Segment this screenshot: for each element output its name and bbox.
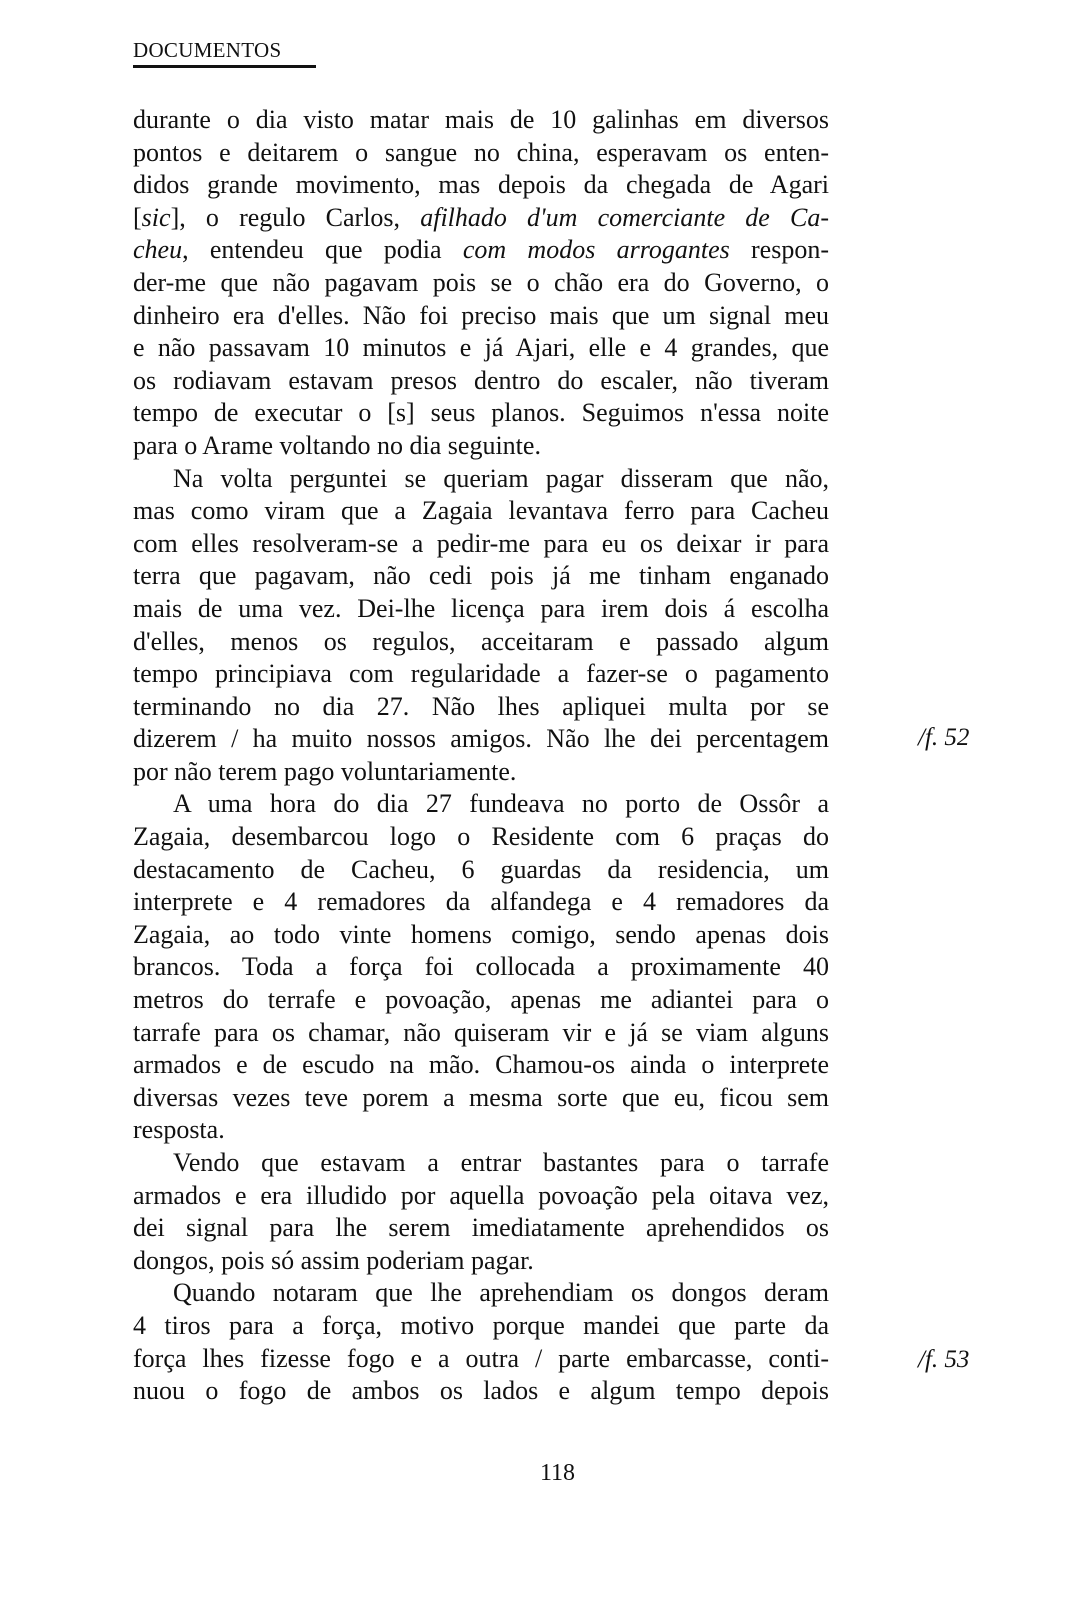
text-segment: armados e de escudo na mão. Chamou-os ainda o interprete	[133, 1050, 829, 1080]
italic-text: sic	[141, 202, 171, 232]
text-segment: por não terem pago voluntariamente.	[133, 756, 517, 786]
text-line	[133, 984, 829, 1017]
text-segment: respon-	[729, 235, 829, 265]
text-segment: metros do terrafe e povoação, apenas me adiantei para o	[133, 985, 829, 1015]
text-segment: terra que pagavam, não cedi pois já me tinham enganado	[133, 561, 829, 591]
text-line	[133, 1375, 829, 1408]
header-rule	[133, 65, 316, 68]
text-line	[133, 691, 829, 724]
text-line	[133, 430, 829, 463]
margin-note-folio-53: /f. 53	[918, 1346, 970, 1373]
text-segment: dongos, pois só assim poderiam pagar.	[133, 1245, 534, 1275]
text-segment: dei signal para lhe serem imediatamente aprehendidos os	[133, 1213, 829, 1243]
text-segment: Na volta perguntei se queriam pagar disseram que não,	[173, 463, 829, 493]
italic-text: afilhado d'um comerciante de Ca-	[420, 202, 829, 232]
text-line	[133, 169, 829, 202]
text-segment: der-me que não pagavam pois se o chão era do Governo, o	[133, 267, 829, 297]
text-segment: ], o regulo Carlos,	[170, 202, 421, 232]
document-body	[133, 104, 829, 1408]
text-line	[133, 560, 829, 593]
text-segment: Zagaia, ao todo vinte homens comigo, sendo apenas dois	[133, 919, 829, 949]
text-line	[133, 1343, 829, 1376]
text-line	[133, 397, 829, 430]
text-segment: força lhes fizesse fogo e a outra / parte embarcasse, conti-	[133, 1343, 829, 1373]
text-segment: tempo de executar o [s] seus planos. Seguimos n'essa noite	[133, 398, 829, 428]
text-segment: mas como viram que a Zagaia levantava ferro para Cacheu	[133, 496, 829, 526]
text-segment: Zagaia, desembarcou logo o Residente com 6 praças do	[133, 822, 829, 852]
text-line	[133, 626, 829, 659]
text-line	[133, 1147, 829, 1180]
text-segment: destacamento de Cacheu, 6 guardas da residencia, um	[133, 854, 829, 884]
text-segment: , entendeu que podia	[182, 235, 463, 265]
text-segment: terminando no dia 27. Não lhes apliquei multa por se	[133, 691, 829, 721]
text-segment: com elles resolveram-se a pedir-me para eu os deixar ir para	[133, 528, 829, 558]
text-segment: dizerem / ha muito nossos amigos. Não lhe dei percentagem	[133, 724, 829, 754]
text-line	[133, 658, 829, 691]
text-line	[133, 1049, 829, 1082]
text-line	[133, 919, 829, 952]
italic-text: com modos arrogantes	[462, 235, 730, 265]
text-line	[133, 300, 829, 333]
text-segment: A uma hora do dia 27 fundeava no porto de Ossôr a	[173, 789, 829, 819]
text-line	[133, 234, 829, 267]
text-line	[133, 1277, 829, 1310]
italic-text: cheu	[133, 235, 183, 265]
text-segment: os rodiavam estavam presos dentro do escaler, não tiveram	[133, 365, 829, 395]
text-line	[133, 854, 829, 887]
text-line	[133, 1114, 829, 1147]
text-segment: para o Arame voltando no dia seguinte.	[133, 430, 541, 460]
page-number: 118	[539, 1460, 576, 1486]
text-segment: Vendo que estavam a entrar bastantes para o tarrafe	[173, 1148, 829, 1177]
text-segment: mais de uma vez. Dei-lhe licença para irem dois á escolha	[133, 593, 829, 623]
margin-note-folio-52: /f. 52	[918, 724, 970, 751]
text-segment: Quando notaram que lhe aprehendiam os dongos deram	[173, 1278, 829, 1308]
text-line	[133, 756, 829, 789]
text-line	[133, 104, 829, 137]
running-header: DOCUMENTOS	[133, 38, 282, 62]
text-line	[133, 951, 829, 984]
text-line	[133, 332, 829, 365]
text-line	[133, 788, 829, 821]
text-line	[133, 365, 829, 398]
text-segment: tarrafe para os chamar, não quiseram vir e já se viam alguns	[133, 1017, 829, 1047]
text-line	[133, 1212, 829, 1245]
text-line	[133, 463, 829, 496]
text-segment: nuou o fogo de ambos os lados e algum tempo depois	[133, 1376, 829, 1406]
text-segment: d'elles, menos os regulos, acceitaram e passado algum	[133, 626, 829, 656]
text-segment: tempo principiava com regularidade a fazer-se o pagamento	[133, 659, 829, 689]
text-segment: didos grande movimento, mas depois da chegada de Agari	[133, 170, 829, 200]
text-line	[133, 267, 829, 300]
text-line	[133, 886, 829, 919]
text-segment: resposta.	[133, 1115, 225, 1145]
text-segment: [	[133, 202, 142, 232]
text-segment: dinheiro era d'elles. Não foi preciso mais que um signal meu	[133, 300, 829, 330]
text-line	[133, 821, 829, 854]
text-segment: 4 tiros para a força, motivo porque mandei que parte da	[133, 1310, 829, 1340]
text-line	[133, 723, 829, 756]
text-line	[133, 1017, 829, 1050]
text-line	[133, 1180, 829, 1213]
text-segment: pontos e deitarem o sangue no china, esperavam os enten-	[133, 137, 829, 167]
text-line	[133, 1082, 829, 1115]
text-segment: durante o dia visto matar mais de 10 galinhas em diversos	[133, 105, 829, 134]
text-line	[133, 593, 829, 626]
text-line	[133, 495, 829, 528]
text-segment: brancos. Toda a força foi collocada a proximamente 40	[133, 952, 829, 982]
text-line	[133, 137, 829, 170]
text-line	[133, 1310, 829, 1343]
text-segment: interprete e 4 remadores da alfandega e 4 remadores da	[133, 887, 829, 917]
text-segment: e não passavam 10 minutos e já Ajari, elle e 4 grandes, que	[133, 333, 829, 363]
text-line	[133, 1245, 829, 1278]
text-segment: armados e era illudido por aquella povoação pela oitava vez,	[133, 1180, 829, 1210]
text-segment: diversas vezes teve porem a mesma sorte que eu, ficou sem	[133, 1082, 829, 1112]
text-line	[133, 528, 829, 561]
text-line	[133, 202, 829, 235]
